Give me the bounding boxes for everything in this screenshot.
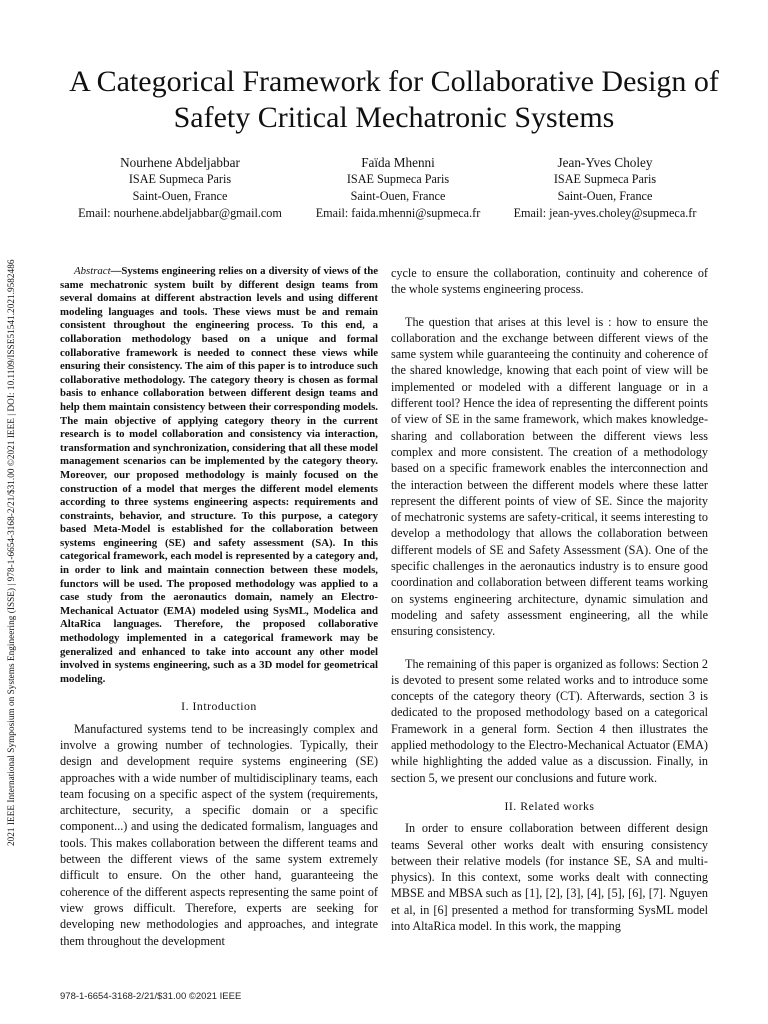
author-location: Saint-Ouen, France (350, 189, 446, 203)
paragraph: The question that arises at this level is : how to ensure the collaboration and the exchange between different views of the same system while guaranteeing the continuity and coherence of the shared knowledge, knowing that each point of view will be implemented or modeled with a different language or in a different tool? Hence the idea of representing the different points of view of SE in the same framework, which makes knowledge-sharing and collaboration between the different views less complex and more consistent. The creation of a methodology based on a specific framework enables the interconnection and the interaction between the different models where these latter represent the different points of view of SE. Since the majority of mechatronic systems are safety-critical, it seems interesting to develop a methodology that allows the collaboration between different models of SE and Safety Assessment (SA). One of the specific challenges in the aeronautics industry is to ensure good coordination and collaboration between different teams working on systems engineering architecture, dynamic simulation and modeling and safety assessment engineering, all the while ensuring consistency. (391, 314, 708, 639)
author-location: Saint-Ouen, France (557, 189, 653, 203)
author-3 (490, 154, 720, 222)
author-1 (70, 154, 290, 222)
section-title-introduction: I. Introduction (181, 699, 257, 714)
author-email: Email: nourhene.abdeljabbar@gmail.com (78, 206, 282, 220)
author-name: Faïda Mhenni (361, 155, 435, 170)
doi-side-note (6, 186, 20, 846)
abstract-lead: Abstract (74, 265, 111, 277)
author-name: Jean-Yves Choley (557, 155, 653, 170)
paragraph: Manufactured systems tend to be increasingly complex and involve a growing number of technologies. Typically, their design and development require systems engineering (SE) approaches with a wide number of multidisciplinary teams, each team focusing on a specific aspect of the system (requirements, architecture, security, a specific domain or a specific component...) and using the dedicated formalism, languages and tools. This makes collaboration between the different teams and between the different views of the same system extremely difficult to ensure. On the other hand, guaranteeing the coherence of the different aspects representing the same point of view grows difficult. Therefore, experts are seeking for developing new methodologies and approaches, and integrate them throughout the development (60, 721, 378, 948)
abstract (60, 265, 378, 686)
author-affiliation: ISAE Supmeca Paris (346, 172, 450, 186)
copyright-footer: 978-1-6654-3168-2/21/$31.00 ©2021 IEEE (60, 991, 242, 1002)
author-affiliation: ISAE Supmeca Paris (553, 172, 657, 186)
abstract-text: —Systems engineering relies on a diversity of views of the same mechatronic system built by different design teams from several domains at different abstraction levels and using different modeling languages and tools. These views must be and remain consistent throughout the engineering process. To this end, a collaboration methodology based on a unique and formal collaborative framework is needed to connect these views while ensuring their consistency. The aim of this paper is to introduce such collaborative methodology. The category theory is chosen as formal basis to enhance collaboration between different design teams and help them maintain consistency between their corresponding models. The main objective of applying category theory in the current research is to model collaboration and consistency via interaction, transformation and synchronization, considering that all these model management scenarios can be implemented by the category theory. Moreover, our proposed methodology is mainly focused on the construction of a model that merges the different model elements according to three systems engineering aspects: requirements and constraints, behavior, and structure. To this purpose, a category based Meta-Model is established for the collaboration between systems engineering (SE) and safety assessment (SA). In this categorical framework, each model is represented by a category and, in order to link and maintain connection between these models, functors will be used. The proposed methodology was applied to a case study from the aeronautics domain, namely an Electro-Mechanical Actuator (EMA) modeled using SysML, Modelica and AltaRica languages. Therefore, the proposed collaborative methodology implemented in a categorical framework may be generalized and enhanced to take into account any other model involved in systems engineering, such as a 3D model for geometrical modeling. (60, 265, 378, 685)
right-column (391, 265, 708, 934)
paper-title: A Categorical Framework for Collaborative Design of Safety Critical Mechatronic Systems (69, 65, 719, 134)
author-2 (298, 154, 498, 222)
section-title-related-works: II. Related works (504, 798, 595, 813)
author-affiliation: ISAE Supmeca Paris (128, 172, 232, 186)
paragraph: In order to ensure collaboration between different design teams Several other works dealt with ensuring consistency between their relative models (for instance SE, SA and multi-physics). In this context, some works dealt with connecting MBSE and MBSA such as [1], [2], [3], [4], [5], [6], [7]. Nguyen et al, in [6] presented a method for transforming SysML model into AltaRica model. In this work, the mapping (391, 821, 708, 933)
doi-side-note-text: 2021 IEEE International Symposium on Systems Engineering (ISSE) | 978-1-6654-3168-2/21/$31.00 ©2021 IEEE | DOI: 10.1109/ISSE51541.2021.9582486 (6, 259, 16, 846)
left-column (60, 265, 378, 949)
author-email: Email: faida.mhenni@supmeca.fr (315, 206, 481, 220)
author-location: Saint-Ouen, France (132, 189, 228, 203)
author-name: Nourhene Abdeljabbar (120, 155, 240, 170)
paragraph: The remaining of this paper is organized as follows: Section 2 is devoted to present some related works and to introduce some concepts of the category theory (CT). Afterwards, section 3 is dedicated to the proposed methodology based on a categorical Framework in a general form. Section 4 then illustrates the applied methodology to the Electro-Mechanical Actuator (EMA) while highlighting the added value as a discussion. Finally, in section 5, we present our conclusions and future work. (391, 656, 708, 785)
paragraph: cycle to ensure the collaboration, continuity and coherence of the whole systems engineering process. (391, 266, 708, 297)
author-block (70, 154, 720, 226)
author-email: Email: jean-yves.choley@supmeca.fr (513, 206, 697, 220)
